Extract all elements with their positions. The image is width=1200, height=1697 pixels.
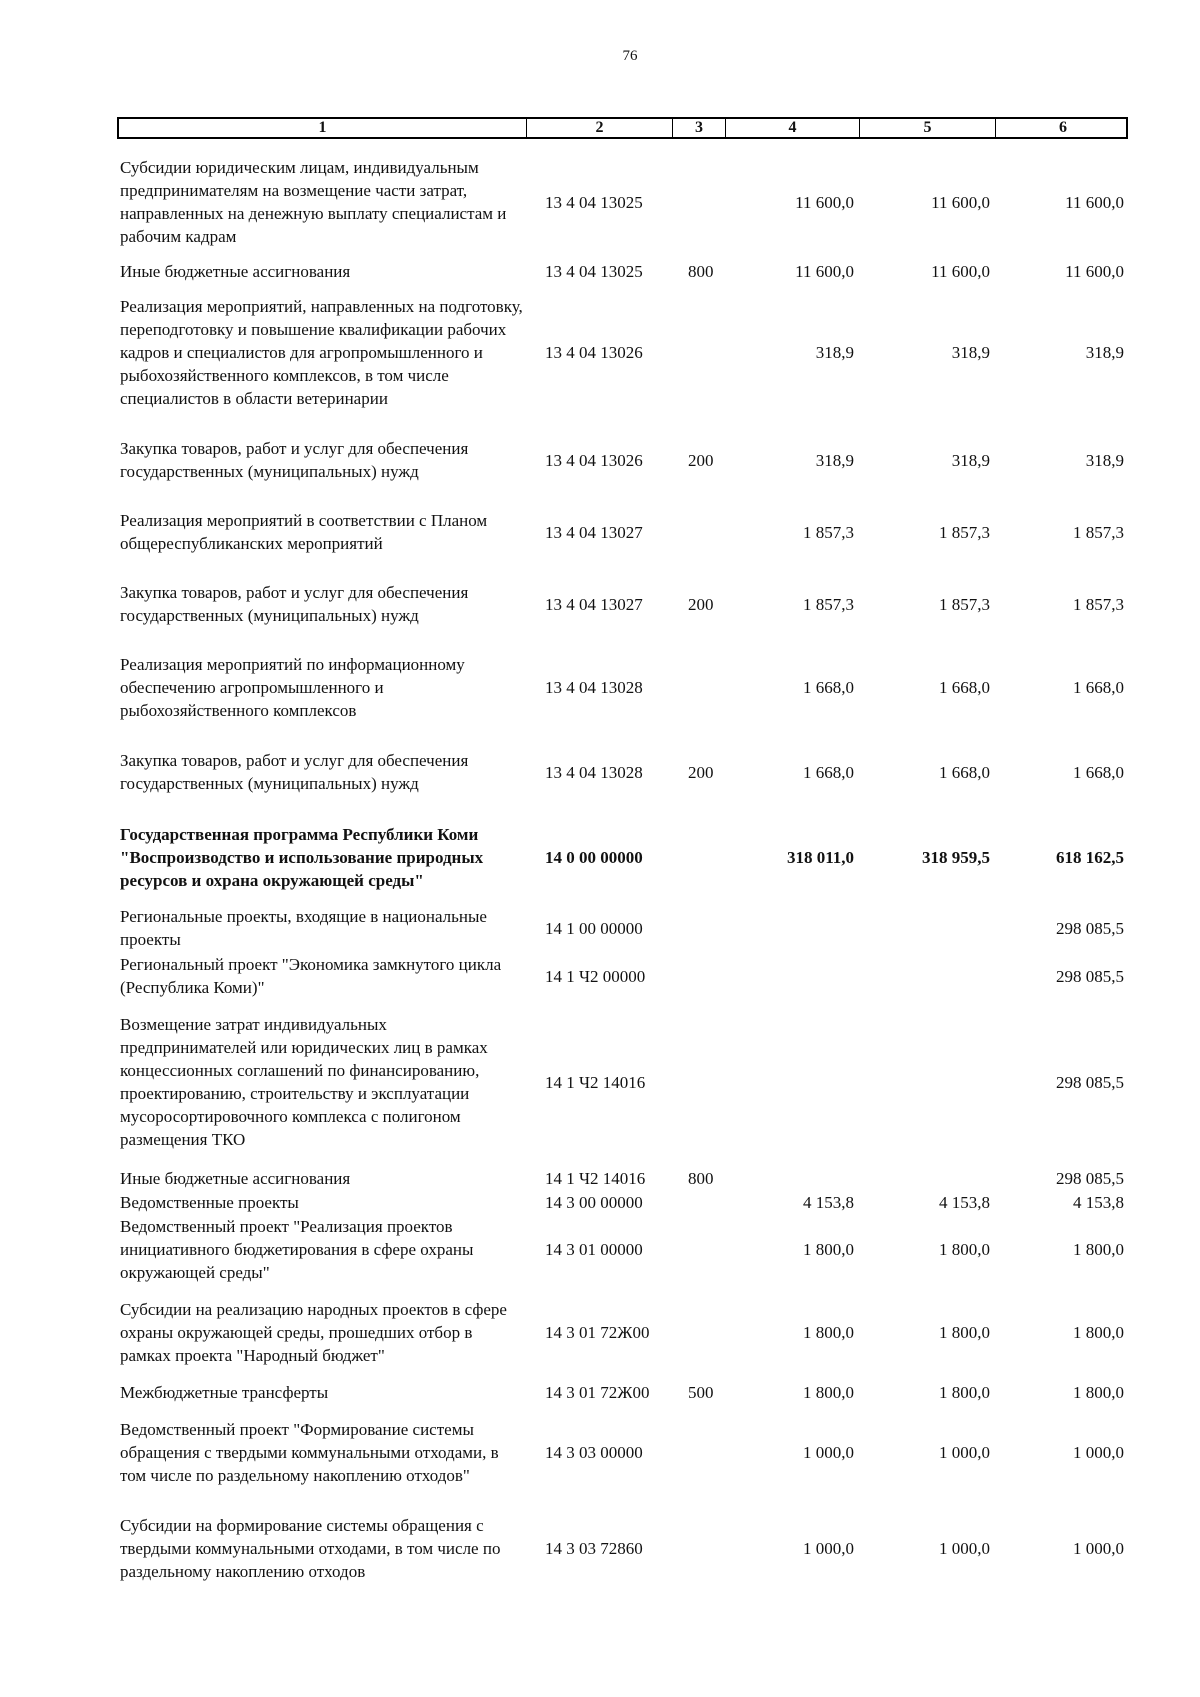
- row-value-4: 1 800,0: [803, 1382, 854, 1402]
- row-code: 13 4 04 13025: [545, 192, 643, 212]
- row-value-6: 1 668,0: [1073, 762, 1124, 782]
- header-col-4: 4: [726, 119, 860, 137]
- row-name: Иные бюджетные ассигнования: [120, 1168, 351, 1188]
- header-col-6: 6: [1059, 119, 1067, 136]
- row-expense-type: 800: [688, 1168, 714, 1188]
- table-row: [117, 1296, 1128, 1368]
- table-row: [117, 822, 1128, 892]
- row-name: Закупка товаров, работ и услуг для обеспечения государственных (муниципальных) нужд: [120, 751, 469, 793]
- row-expense-type: 800: [688, 261, 714, 281]
- row-code: 14 1 Ч2 00000: [545, 966, 646, 986]
- row-value-4: 1 000,0: [803, 1538, 854, 1558]
- row-code: 13 4 04 13026: [545, 450, 643, 470]
- row-value-5: 4 153,8: [939, 1192, 990, 1212]
- row-value-6: 318,9: [1085, 342, 1124, 362]
- row-code: 13 4 04 13027: [545, 522, 643, 542]
- table-row: [117, 1416, 1128, 1488]
- row-value-6: 1 857,3: [1073, 522, 1124, 542]
- table-row: [117, 748, 1128, 796]
- row-name: Закупка товаров, работ и услуг для обеспечения государственных (муниципальных) нужд: [120, 439, 469, 481]
- row-code: 14 3 01 00000: [545, 1239, 643, 1259]
- table-row: [117, 436, 1128, 484]
- row-code: 14 3 03 00000: [545, 1442, 643, 1462]
- table-row: [117, 1512, 1128, 1584]
- row-value-6: 1 800,0: [1073, 1239, 1124, 1259]
- row-value-5: 1 857,3: [939, 594, 990, 614]
- row-value-4: 1 668,0: [803, 762, 854, 782]
- row-value-5: 318 959,5: [922, 847, 990, 867]
- row-code: 14 1 00 00000: [545, 918, 643, 938]
- row-value-6: 618 162,5: [1056, 847, 1124, 867]
- row-expense-type: 200: [688, 594, 714, 614]
- row-value-6: 1 800,0: [1073, 1382, 1124, 1402]
- row-value-6: 1 857,3: [1073, 594, 1124, 614]
- row-code: 13 4 04 13026: [545, 342, 643, 362]
- table-row: [117, 1190, 1128, 1214]
- row-value-6: 1 000,0: [1073, 1538, 1124, 1558]
- row-value-4: 1 857,3: [803, 594, 854, 614]
- row-value-6: 1 800,0: [1073, 1322, 1124, 1342]
- row-code: 14 3 01 72Ж00: [545, 1382, 650, 1402]
- row-value-5: 11 600,0: [931, 261, 990, 281]
- row-value-4: 318,9: [815, 450, 854, 470]
- header-col-1: 1: [119, 119, 527, 137]
- row-value-4: 1 857,3: [803, 522, 854, 542]
- row-value-4: 11 600,0: [795, 192, 854, 212]
- table-header: [117, 117, 1128, 139]
- row-name: Региональные проекты, входящие в национальные проекты: [120, 907, 487, 949]
- row-name: Субсидии на реализацию народных проектов в сфере охраны окружающей среды, прошедших отбор в рамках проекта "Народный бюджет": [120, 1299, 507, 1365]
- table-row: [117, 652, 1128, 722]
- page-number: 76: [622, 48, 638, 64]
- row-value-4: 1 800,0: [803, 1322, 854, 1342]
- row-value-5: 1 000,0: [939, 1538, 990, 1558]
- row-value-4: 4 153,8: [803, 1192, 854, 1212]
- row-value-5: 1 800,0: [939, 1382, 990, 1402]
- row-value-6: 11 600,0: [1065, 192, 1124, 212]
- row-value-6: 298 085,5: [1056, 918, 1124, 938]
- row-value-6: 318,9: [1085, 450, 1124, 470]
- row-value-6: 298 085,5: [1056, 966, 1124, 986]
- row-value-4: 11 600,0: [795, 261, 854, 281]
- row-value-5: 11 600,0: [931, 192, 990, 212]
- row-name: Субсидии на формирование системы обращения с твердыми коммунальными отходами, в том числе по раздельному накоплению отходов: [120, 1515, 501, 1581]
- row-value-4: 318 011,0: [786, 847, 854, 867]
- row-value-5: 1 857,3: [939, 522, 990, 542]
- row-code: 13 4 04 13028: [545, 762, 643, 782]
- row-code: 14 0 00 00000: [545, 847, 643, 867]
- table-row: [117, 580, 1128, 628]
- row-code: 14 1 Ч2 14016: [545, 1168, 646, 1188]
- row-value-5: 318,9: [951, 342, 990, 362]
- row-value-4: 1 000,0: [803, 1442, 854, 1462]
- row-code: 14 3 00 00000: [545, 1192, 643, 1212]
- row-name: Закупка товаров, работ и услуг для обеспечения государственных (муниципальных) нужд: [120, 583, 469, 625]
- table-row: [117, 952, 1128, 1000]
- table-row: [117, 904, 1128, 952]
- row-name: Ведомственный проект "Реализация проектов инициативного бюджетирования в сфере охраны окружающей среды": [120, 1216, 474, 1282]
- table-row: [117, 283, 1128, 421]
- header-col-3: 3: [673, 119, 726, 137]
- row-code: 14 1 Ч2 14016: [545, 1072, 646, 1092]
- table-row: [117, 259, 1128, 283]
- row-value-6: 11 600,0: [1065, 261, 1124, 281]
- row-value-5: 1 800,0: [939, 1239, 990, 1259]
- row-value-6: 298 085,5: [1056, 1168, 1124, 1188]
- table-row: [117, 1012, 1128, 1152]
- row-expense-type: 500: [688, 1382, 714, 1402]
- row-code: 13 4 04 13025: [545, 261, 643, 281]
- row-name: Региональный проект "Экономика замкнутого цикла (Республика Коми)": [120, 955, 502, 997]
- row-expense-type: 200: [688, 762, 714, 782]
- row-value-4: 1 800,0: [803, 1239, 854, 1259]
- row-value-4: 318,9: [815, 342, 854, 362]
- row-value-5: 1 668,0: [939, 762, 990, 782]
- row-value-5: 1 800,0: [939, 1322, 990, 1342]
- table-row: [117, 508, 1128, 556]
- row-value-4: 1 668,0: [803, 677, 854, 697]
- header-col-2: 2: [527, 119, 673, 137]
- table-row: [117, 1380, 1128, 1404]
- row-code: 14 3 01 72Ж00: [545, 1322, 650, 1342]
- row-name: Реализация мероприятий в соответствии с Планом общереспубликанских мероприятий: [120, 511, 488, 553]
- row-name: Субсидии юридическим лицам, индивидуальным предпринимателям на возмещение части затрат, направленных на денежную выплату специалистам и рабочим кадрам: [120, 158, 507, 246]
- row-name: Межбюджетные трансферты: [120, 1382, 329, 1402]
- row-name: Возмещение затрат индивидуальных предпринимателей или юридических лиц в рамках концессионных соглашений по финансированию, проектированию, строительству и эксплуатации мусоросортировочного комплекса с полигоном размещения ТКО: [120, 1015, 488, 1149]
- table-row: [117, 1166, 1128, 1190]
- row-name: Реализация мероприятий, направленных на подготовку, переподготовку и повышение квалификации рабочих кадров и специалистов для агропромышленного и рыбохозяйственного комплексов, в том числе специалистов в области ветеринарии: [120, 296, 523, 408]
- row-name: Иные бюджетные ассигнования: [120, 261, 351, 281]
- row-name: Реализация мероприятий по информационному обеспечению агропромышленного и рыбохозяйственного комплексов: [120, 654, 465, 720]
- header-col-5: 5: [860, 119, 996, 137]
- row-value-5: 318,9: [951, 450, 990, 470]
- row-code: 13 4 04 13028: [545, 677, 643, 697]
- row-code: 13 4 04 13027: [545, 594, 643, 614]
- row-expense-type: 200: [688, 450, 714, 470]
- row-code: 14 3 03 72860: [545, 1538, 643, 1558]
- row-value-6: 1 668,0: [1073, 677, 1124, 697]
- row-value-5: 1 668,0: [939, 677, 990, 697]
- row-value-5: 1 000,0: [939, 1442, 990, 1462]
- table-row: [117, 1214, 1128, 1284]
- row-name: Ведомственный проект "Формирование системы обращения с твердыми коммунальными отходами, в том числе по раздельному накоплению отходов": [120, 1419, 499, 1485]
- row-name: Государственная программа Республики Коми "Воспроизводство и использование природных ресурсов и охрана окружающей среды": [120, 824, 484, 890]
- table-row: [117, 156, 1128, 248]
- row-value-6: 1 000,0: [1073, 1442, 1124, 1462]
- row-name: Ведомственные проекты: [120, 1192, 299, 1212]
- row-value-6: 4 153,8: [1073, 1192, 1124, 1212]
- row-value-6: 298 085,5: [1056, 1072, 1124, 1092]
